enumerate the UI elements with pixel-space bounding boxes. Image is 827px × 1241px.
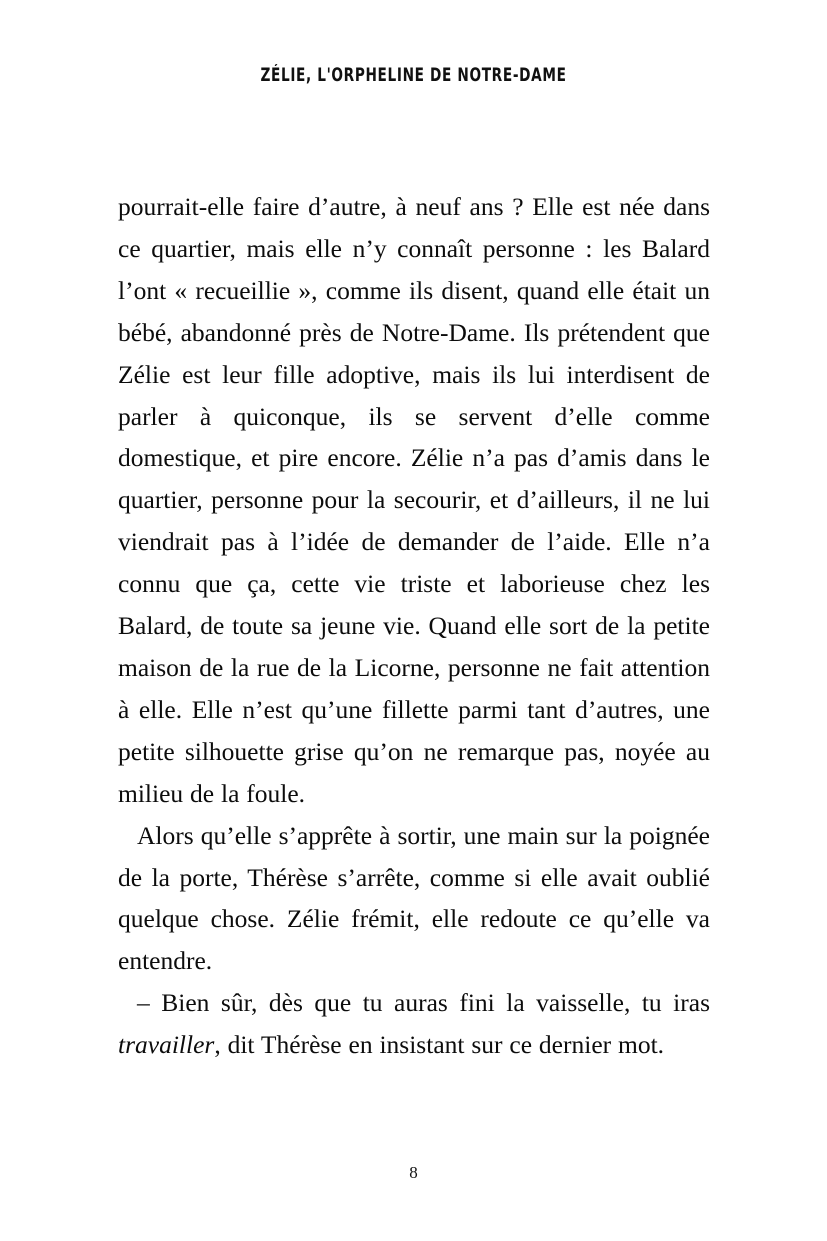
dialogue-text-before-italic: – Bien sûr, dès que tu auras fini la vaisselle, tu iras bbox=[137, 988, 710, 1018]
paragraph-2: Alors qu’elle s’apprête à sortir, une main sur la poignée de la porte, Thérèse s’arrête, comme si elle avait oublié quelque chose. Zélie frémit, elle redoute ce qu’elle va entendre. bbox=[118, 820, 710, 976]
body-text-block bbox=[118, 186, 710, 1066]
paragraph-1: pourrait-elle faire d’autre, à neuf ans ? Elle est née dans ce quartier, mais elle n’y connaît personne : les Balard l’ont « recueillie », comme ils disent, quand elle était un bébé, abandonné près de Notre-Dame. Ils prétendent que Zélie est leur fille adoptive, mais ils lui interdisent de parler à quiconque, ils se servent d’elle comme domestique, et pire encore. Zélie n’a pas d’amis dans le quartier, personne pour la secourir, et d’ailleurs, il ne lui viendrait pas à l’idée de demander de l’aide. Elle n’a connu que ça, cette vie triste et laborieuse chez les Balard, de toute sa jeune vie. Quand elle sort de la petite maison de la rue de la Licorne, personne ne fait attention à elle. Elle n’est qu’une fillette parmi tant d’autres, une petite silhouette grise qu’on ne remarque pas, noyée au milieu de la foule. bbox=[118, 192, 710, 808]
page-number: 8 bbox=[409, 1163, 418, 1182]
dialogue-text-after-italic: , dit Thérèse en insistant sur ce dernier mot. bbox=[214, 1030, 665, 1060]
running-head: ZÉLIE, L'ORPHELINE DE NOTRE-DAME bbox=[260, 64, 567, 86]
emphasised-word-travailler: travailler bbox=[118, 1030, 215, 1060]
paragraph-3-dialogue bbox=[118, 982, 710, 1066]
